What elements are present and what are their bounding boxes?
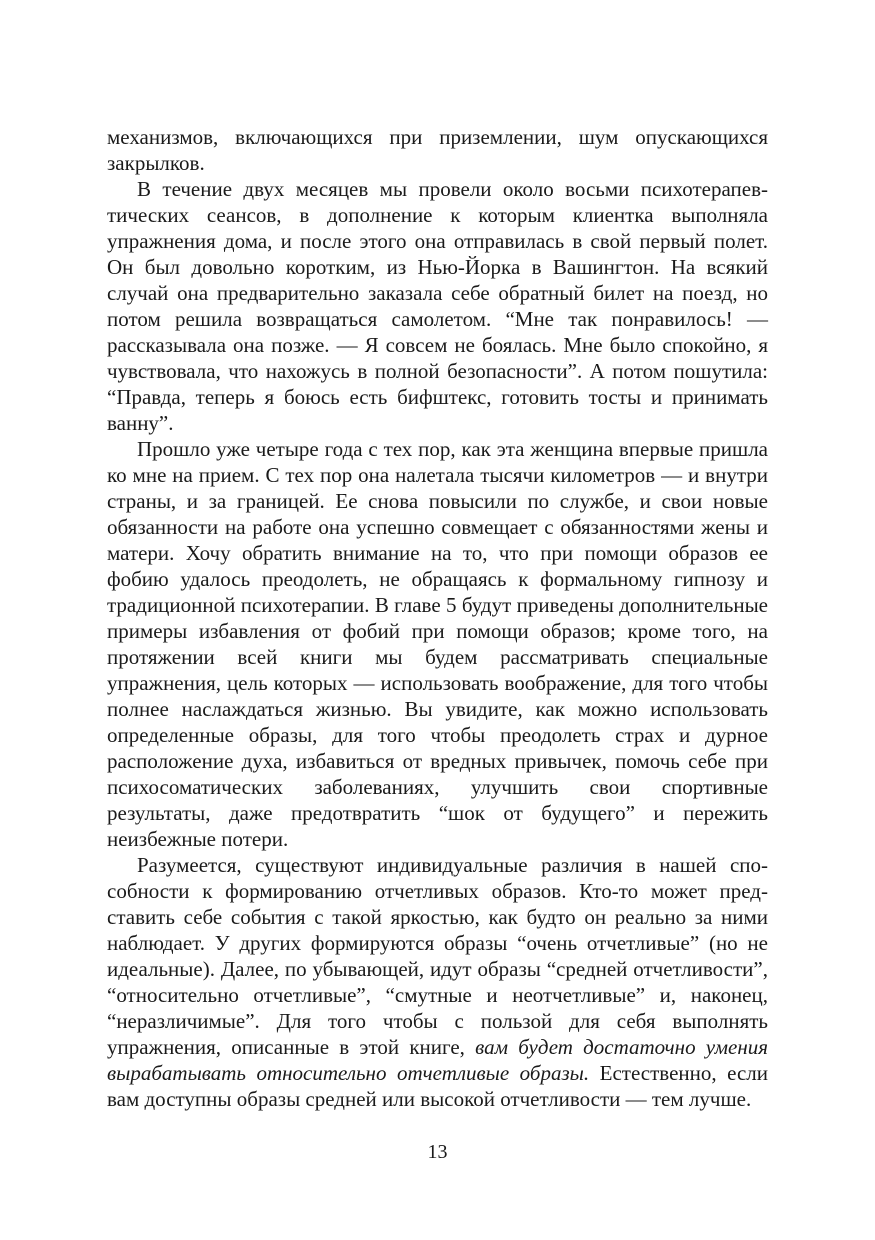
body-text bbox=[107, 124, 768, 1112]
paragraph-four-years: Прошло уже четыре года с тех пор, как эта женщина впервые пришла ко мне на прием. С тех пор она налетала тысячи километров — и внутри страны, и за границей. Ее снова повысили по службе, и свои новые обязанности на работе она успешно совмещает с обязанностями жены и матери. Хочу обратить внимание на то, что при помощи образов ее фобию удалось преодолеть, не обращаясь к формальному гипнозу и традиционной психотерапии. В главе 5 будут приведены дополнительные примеры избавления от фобий при помощи образов; кроме того, на протяжении всей книги мы будем рассматривать специальные упражнения, цель которых — использовать воображение, для того чтобы полнее наслаждаться жизнью. Вы увидите, как можно использовать определенные образы, для того чтобы преодолеть страх и дурное расположение духа, избавиться от вредных привычек, помочь себе при психосоматических заболеваниях, улучшить свои спортивные результаты, даже предотвратить “шок от будущего” и пережить неизбежные потери. bbox=[107, 437, 768, 851]
paragraph-text-tail: Естественно, если вам доступны образы средней или высокой отчетливости — тем лучше. bbox=[107, 1061, 769, 1111]
italic-emphasis: вам будет достаточно умения вырабатывать относительно отчетливые образы. bbox=[107, 1035, 769, 1085]
paragraph-text-lead: Разумеется, существуют индивидуальные различия в нашей способности к формированию отчетливых образов. Кто-то может представить себе события с такой яркостью, как будто он реально за ними наблюдает. У других формируются образы “очень отчетливые” (но не идеальные). Далее, по убывающей, идут образы “средней отчетливости”, “относительно отчетливые”, “смутные и неотчетливые” и, наконец, “неразличимые”. Для того чтобы с пользой для себя выполнять упражнения, описанные в этой книге, bbox=[107, 853, 768, 1059]
paragraph-individual-differences bbox=[107, 852, 768, 1112]
page-number: 13 bbox=[427, 1141, 448, 1163]
paragraph-sessions: В течение двух месяцев мы провели около восьми психотерапевтических сеансов, в дополнение к которым клиентка выполняла упражнения дома, и после этого она отправилась в свой первый полет. Он был довольно коротким, из Нью-Йорка в Вашингтон. На всякий случай она предварительно заказала себе обратный билет на поезд, но потом решила возвращаться самолетом. “Мне так понравилось! — рассказывала она позже. — Я совсем не боялась. Мне было спокойно, я чувствовала, что нахожусь в полной безопасности”. А потом пошутила: “Правда, теперь я боюсь есть бифштекс, готовить тосты и принимать ванну”. bbox=[107, 177, 768, 435]
paragraph-continuation: механизмов, включающихся при приземлении, шум опускающихся закрылков. bbox=[107, 125, 768, 175]
